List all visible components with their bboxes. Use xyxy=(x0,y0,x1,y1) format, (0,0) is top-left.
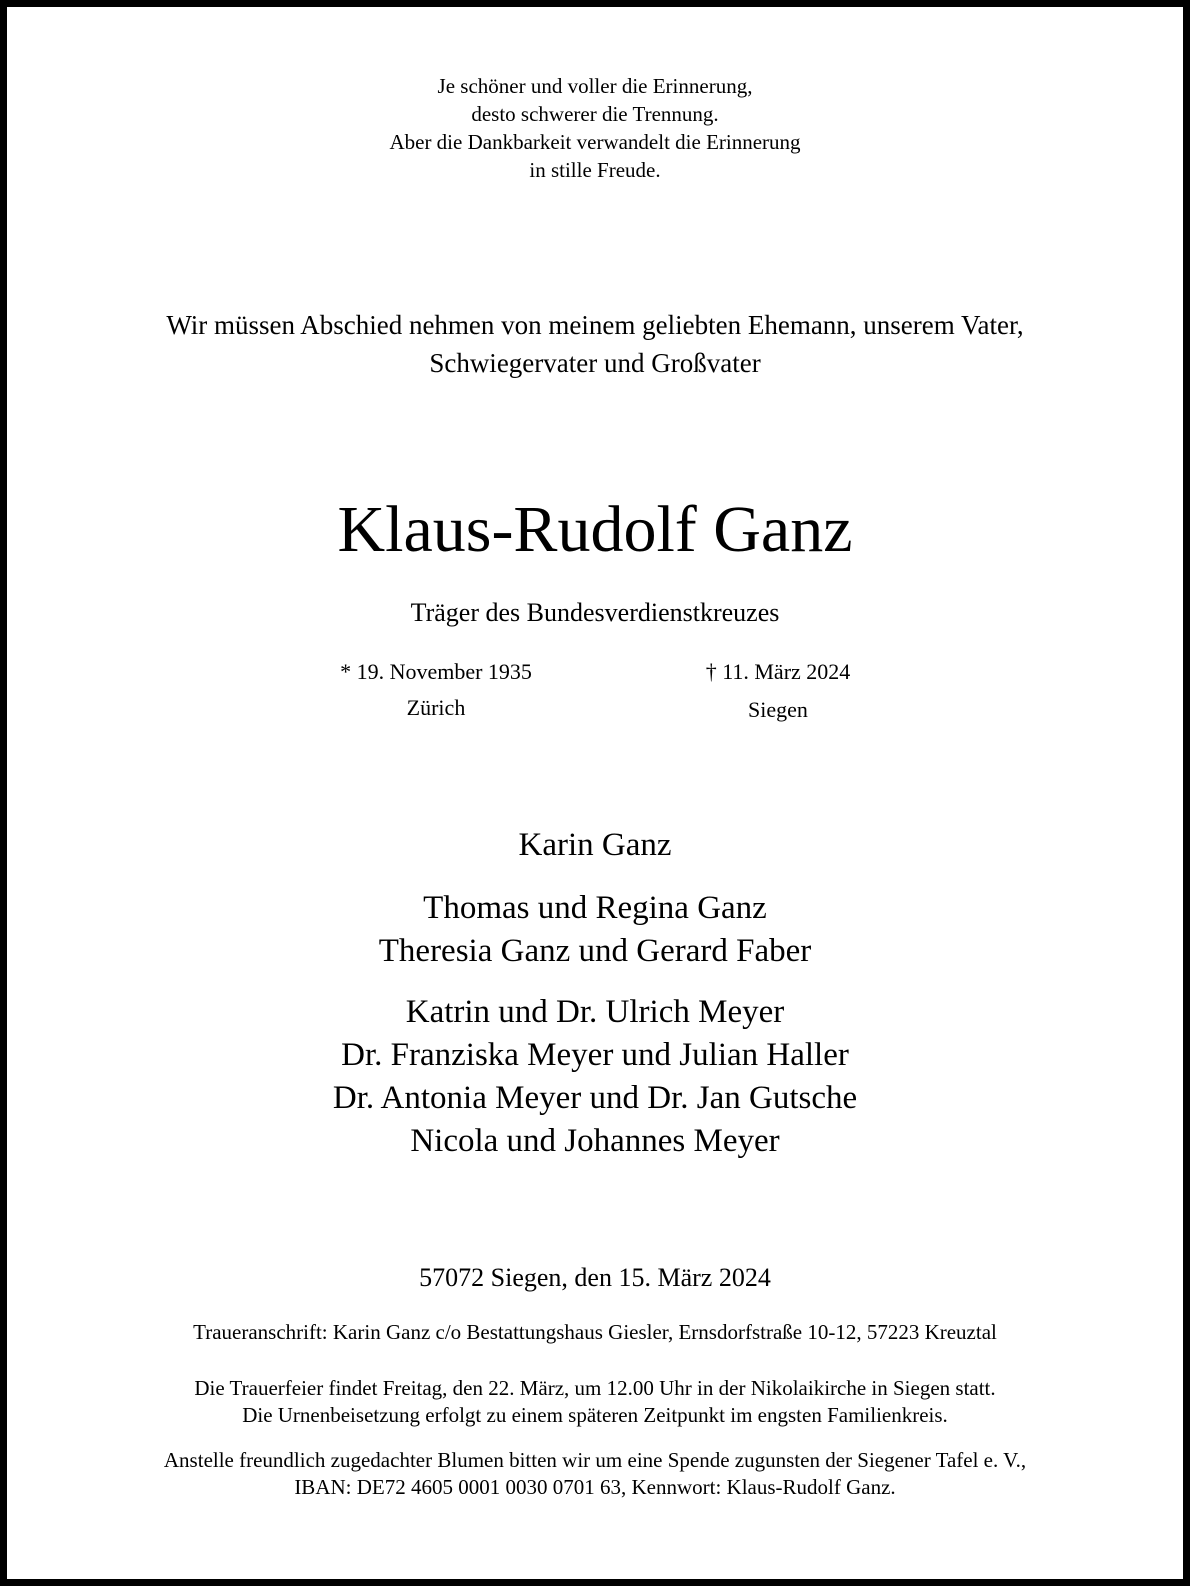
quote-line: in stille Freude. xyxy=(529,158,661,182)
birth-date: * 19. November 1935 xyxy=(340,659,532,684)
spouse-name: Karin Ganz xyxy=(518,827,672,863)
ceremony-line: Die Urnenbeisetzung erfolgt zu einem späteren Zeitpunkt im engsten Familienkreis. xyxy=(242,1403,948,1427)
honor-title: Träger des Bundesverdienstkreuzes xyxy=(410,598,780,627)
quote-line: Aber die Dankbarkeit verwandelt die Erinnerung xyxy=(389,130,801,154)
child-entry: Theresia Ganz und Gerard Faber xyxy=(378,933,812,969)
intro-line: Schwiegervater und Großvater xyxy=(429,348,761,378)
grandchild-entry: Katrin und Dr. Ulrich Meyer xyxy=(405,994,785,1030)
quote-line: Je schöner und voller die Erinnerung, xyxy=(437,74,753,98)
quote-line: desto schwerer die Trennung. xyxy=(471,102,719,126)
death-date: † 11. März 2024 xyxy=(705,659,851,684)
grandchild-entry: Nicola und Johannes Meyer xyxy=(410,1123,780,1159)
grandchild-entry: Dr. Antonia Meyer und Dr. Jan Gutsche xyxy=(332,1080,858,1116)
place-date: 57072 Siegen, den 15. März 2024 xyxy=(419,1263,771,1292)
donation-line: IBAN: DE72 4605 0001 0030 0701 63, Kennwort: Klaus-Rudolf Ganz. xyxy=(294,1475,896,1499)
deceased-name: Klaus-Rudolf Ganz xyxy=(337,493,853,566)
child-entry: Thomas und Regina Ganz xyxy=(423,890,767,926)
ceremony-line: Die Trauerfeier findet Freitag, den 22. März, um 12.00 Uhr in der Nikolaikirche in Siegen statt. xyxy=(194,1376,996,1400)
grandchild-entry: Dr. Franziska Meyer und Julian Haller xyxy=(341,1037,849,1073)
death-place: Siegen xyxy=(748,697,808,722)
donation-line: Anstelle freundlich zugedachter Blumen bitten wir um eine Spende zugunsten der Siegener Tafel e. V., xyxy=(163,1448,1027,1472)
intro-line: Wir müssen Abschied nehmen von meinem geliebten Ehemann, unserem Vater, xyxy=(166,310,1024,340)
birth-place: Zürich xyxy=(406,695,466,720)
mourning-address: Traueranschrift: Karin Ganz c/o Bestattungshaus Giesler, Ernsdorfstraße 10-12, 57223 Kreuztal xyxy=(193,1320,997,1344)
